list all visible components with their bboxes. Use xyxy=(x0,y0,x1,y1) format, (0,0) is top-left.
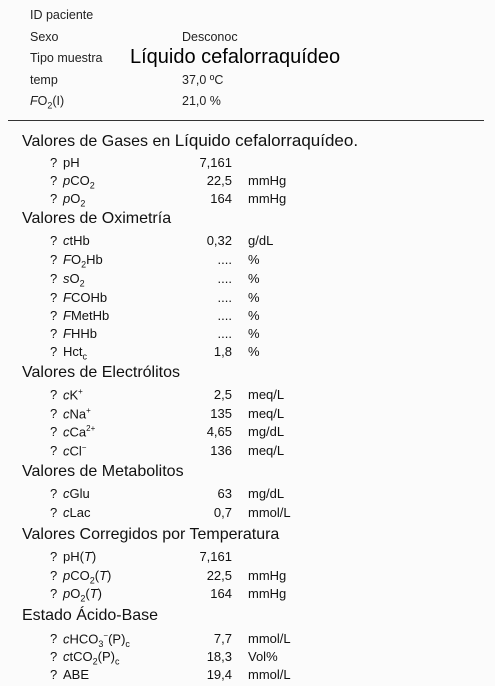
param-value: 7,161 xyxy=(199,549,232,564)
param-unit: mmHg xyxy=(248,568,287,583)
field-value-sexo: Desconoc xyxy=(182,30,238,44)
divider xyxy=(8,120,484,121)
table-row xyxy=(0,424,495,443)
question-marker: ? xyxy=(50,649,58,664)
table-row xyxy=(0,173,495,192)
param-unit: meq/L xyxy=(248,443,285,458)
param-label: $cHCO_3^-(P)_c$ xyxy=(63,631,130,649)
param-value: 164 xyxy=(210,191,232,206)
param-unit: % xyxy=(248,326,260,341)
question-marker: ? xyxy=(50,326,58,341)
param-label: cNa+ xyxy=(63,406,91,422)
param-label: FMetHb xyxy=(63,308,110,323)
param-label: cLac xyxy=(63,505,91,520)
param-label: $FO_2Hb$ xyxy=(63,252,103,270)
question-marker: ? xyxy=(50,387,58,402)
param-unit: g/dL xyxy=(248,233,274,248)
section-title-acido-base: Estado Ácido-Base xyxy=(22,607,159,624)
param-unit: mg/dL xyxy=(248,486,285,501)
param-label: cGlu xyxy=(63,486,90,501)
header-row-id xyxy=(30,8,470,28)
section-title-electrolitos: Valores de Electrólitos xyxy=(22,364,180,381)
param-value: 4,65 xyxy=(206,424,232,439)
param-value: .... xyxy=(217,308,232,323)
param-value: 135 xyxy=(210,406,232,421)
question-marker: ? xyxy=(50,173,58,188)
question-marker: ? xyxy=(50,568,58,583)
param-unit: meq/L xyxy=(248,406,285,421)
question-marker: ? xyxy=(50,191,58,206)
table-row xyxy=(0,443,495,462)
param-label: ctHb xyxy=(63,233,90,248)
param-label: pH xyxy=(63,155,80,170)
table-row xyxy=(0,505,495,524)
param-label: FHHb xyxy=(63,326,97,341)
param-label: pH(T) xyxy=(63,549,97,564)
question-marker: ? xyxy=(50,586,58,601)
section-title-gases xyxy=(22,131,358,151)
table-row xyxy=(0,486,495,505)
table-row xyxy=(0,155,495,174)
question-marker: ? xyxy=(50,290,58,305)
param-value: 1,8 xyxy=(213,344,232,359)
param-value: 7,7 xyxy=(213,631,232,646)
param-value: .... xyxy=(217,290,232,305)
field-label-temp: temp xyxy=(30,73,58,87)
param-value: 164 xyxy=(210,586,232,601)
param-unit: mg/dL xyxy=(248,424,285,439)
sample-type-overlay: Líquido cefalorraquídeo xyxy=(130,46,341,68)
table-row xyxy=(0,549,495,568)
param-label: FCOHb xyxy=(63,290,108,305)
param-label: cK+ xyxy=(63,387,83,403)
param-value: .... xyxy=(217,271,232,286)
header-row-fo2 xyxy=(30,94,470,114)
question-marker: ? xyxy=(50,443,58,458)
question-marker: ? xyxy=(50,308,58,323)
table-row xyxy=(0,191,495,210)
param-value: 136 xyxy=(210,443,232,458)
param-value: 0,32 xyxy=(206,233,232,248)
param-label: $pO_2(T)$ xyxy=(63,586,103,604)
param-label: Hct$_c$ xyxy=(63,344,87,362)
param-unit: mmol/L xyxy=(248,667,291,682)
param-label: cCa$^{2+}$ xyxy=(63,424,96,440)
param-label: $pO_2$ xyxy=(63,191,86,209)
section-title-gases-suffix: Líquido cefalorraquídeo. xyxy=(174,131,359,150)
table-row xyxy=(0,233,495,252)
question-marker: ? xyxy=(50,505,58,520)
param-unit: mmHg xyxy=(248,173,287,188)
question-marker: ? xyxy=(50,233,58,248)
question-marker: ? xyxy=(50,549,58,564)
question-marker: ? xyxy=(50,486,58,501)
table-row xyxy=(0,649,495,668)
question-marker: ? xyxy=(50,344,58,359)
table-row xyxy=(0,344,495,363)
table-row xyxy=(0,667,495,686)
param-value: 63 xyxy=(217,486,232,501)
question-marker: ? xyxy=(50,631,58,646)
param-label: $sO_2$ xyxy=(63,271,85,289)
question-marker: ? xyxy=(50,667,58,682)
table-row xyxy=(0,406,495,425)
question-marker: ? xyxy=(50,424,58,439)
param-unit: meq/L xyxy=(248,387,285,402)
param-value: .... xyxy=(217,252,232,267)
question-marker: ? xyxy=(50,155,58,170)
param-value: 7,161 xyxy=(199,155,232,170)
field-label-id: ID paciente xyxy=(30,8,94,22)
field-label-fo2: $FO_2(I)$ xyxy=(30,94,65,111)
field-label-sexo: Sexo xyxy=(30,30,59,44)
header-row-temp xyxy=(30,73,470,93)
section-title-oximetria: Valores de Oximetría xyxy=(22,210,172,227)
param-value: 18,3 xyxy=(206,649,232,664)
param-unit: mmol/L xyxy=(248,631,291,646)
table-row xyxy=(0,586,495,605)
table-row xyxy=(0,326,495,345)
param-value: 19,4 xyxy=(206,667,232,682)
param-unit: mmHg xyxy=(248,586,287,601)
param-unit: % xyxy=(248,308,260,323)
table-row xyxy=(0,568,495,587)
param-unit: Vol% xyxy=(248,649,278,664)
param-unit: mmol/L xyxy=(248,505,291,520)
param-value: 2,5 xyxy=(213,387,232,402)
param-value: 22,5 xyxy=(206,568,232,583)
section-title-corregidos: Valores Corregidos por Temperatura xyxy=(22,526,280,543)
table-row xyxy=(0,631,495,650)
question-marker: ? xyxy=(50,271,58,286)
field-value-fo2: 21,0 % xyxy=(182,94,221,108)
param-value: 22,5 xyxy=(206,173,232,188)
param-unit: mmHg xyxy=(248,191,287,206)
question-marker: ? xyxy=(50,406,58,421)
table-row xyxy=(0,252,495,271)
field-value-temp: 37,0 ºC xyxy=(182,73,224,87)
section-title-gases-text: Valores de Gases en xyxy=(22,133,171,150)
param-label: pCO$_2$(T) xyxy=(63,568,112,586)
table-row xyxy=(0,308,495,327)
param-unit: % xyxy=(248,290,260,305)
field-label-tipo: Tipo muestra xyxy=(30,51,103,65)
table-row xyxy=(0,387,495,406)
question-marker: ? xyxy=(50,252,58,267)
param-label: ABE xyxy=(63,667,90,682)
table-row xyxy=(0,290,495,309)
section-title-metabolitos: Valores de Metabolitos xyxy=(22,463,184,480)
param-unit: % xyxy=(248,344,260,359)
param-value: .... xyxy=(217,326,232,341)
param-label: cCl− xyxy=(63,443,87,459)
param-label: $ctCO_2(P)_c$ xyxy=(63,649,120,667)
param-value: 0,7 xyxy=(213,505,232,520)
param-unit: % xyxy=(248,252,260,267)
table-row xyxy=(0,271,495,290)
param-label: pCO$_2$ xyxy=(63,173,95,191)
param-unit: % xyxy=(248,271,260,286)
